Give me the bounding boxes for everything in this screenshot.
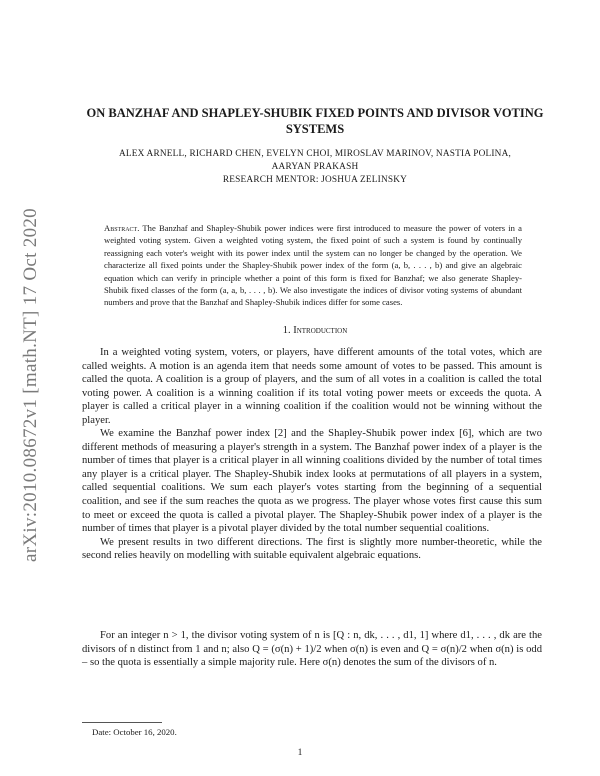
footnote-date: Date: October 16, 2020. <box>92 727 177 737</box>
abstract-text: The Banzhaf and Shapley-Shubik power indices were first introduced to measure the power of voters in a weighted voting system. Given a weighted voting system, the fixed point of such a system is found by continually reassigning each voter's weight with its power index until the system can no longer be changed by the operation. We characterize all fixed points under the Shapley-Shubik power index of the form (a, b, . . . , b) and give an algebraic equation which can verify in principle whether a point of this form is fixed for Banzhaf; we also generate Shapley-Shubik fixed classes of the form (a, a, b, . . . , b). We also investigate the indices of divisor voting systems of abundant numbers and prove that the Banzhaf and Shapley-Shubik indices differ for some cases. <box>104 223 522 308</box>
section-title-text: Introduction <box>293 325 348 336</box>
page-number: 1 <box>297 748 303 758</box>
paragraph-3: We present results in two different directions. The first is slightly more number-theoretic, while the second relies heavily on modelling with suitable equivalent algebraic equations. <box>82 536 542 562</box>
paragraph-2: We examine the Banzhaf power index [2] and the Shapley-Shubik power index [6], which are two different methods of measuring a player's strength in a system. The Banzhaf power index of a player is the number of times that player is a critical player in all winning coalitions divided by the number of total times any player is a critical player. The Shapley-Shubik index looks at permutations of all players in a system, called sequential coalitions. We sum each player's votes starting from the beginning of a sequential coalition, and see if the sum reaches the quota as we progress. The player whose votes first cause this sum to meet or exceed the quota is called a pivotal player. The Shapley-Shubik power index of a player is the number of times that player is a pivotal player divided by the total number sequential coalitions. <box>82 428 542 535</box>
paragraph-4: For an integer n > 1, the divisor voting system of n is [Q : n, dk, . . . , d1, 1] where d1, . . . , dk are the divisors of n distinct from 1 and n; also Q = (σ(n) + 1)/2 when σ(n) is even and Q = σ(n)/2 when σ(n) is odd – so the quota is essentially a simple majority rule. Here σ(n) denotes the sum of the divisors of n. <box>82 630 542 669</box>
footnote-rule <box>82 722 162 723</box>
arxiv-identifier <box>19 180 43 590</box>
abstract-label: Abstract. <box>104 223 140 233</box>
authors-line-3: RESEARCH MENTOR: JOSHUA ZELINSKY <box>222 175 408 185</box>
paragraph-1: In a weighted voting system, voters, or players, have different amounts of the total votes, which are called weights. A motion is an agenda item that needs some amount of votes to be passed. This amount is called the quota. A coalition is a group of players, and the sum of all votes in a coalition is called the total voting power. A coalition is a winning coalition if its total voting power meets or exceeds the quota. A player is called a critical player in a winning coalition if the coalition would not be winning without the player. <box>82 347 542 426</box>
section-heading <box>70 325 560 336</box>
author-block <box>70 148 560 187</box>
introduction-body <box>82 346 542 563</box>
abstract <box>104 222 522 309</box>
divisor-definition <box>82 629 542 670</box>
authors-line-1: ALEX ARNELL, RICHARD CHEN, EVELYN CHOI, MIROSLAV MARINOV, NASTIA POLINA, <box>118 149 512 159</box>
section-number: 1. <box>282 325 291 336</box>
paper-title: ON BANZHAF AND SHAPLEY-SHUBIK FIXED POINTS AND DIVISOR VOTING SYSTEMS <box>86 106 544 136</box>
authors-line-2: AARYAN PRAKASH <box>271 162 359 172</box>
arxiv-identifier-text: arXiv:2010.08672v1 [math.NT] 17 Oct 2020 <box>20 208 42 562</box>
